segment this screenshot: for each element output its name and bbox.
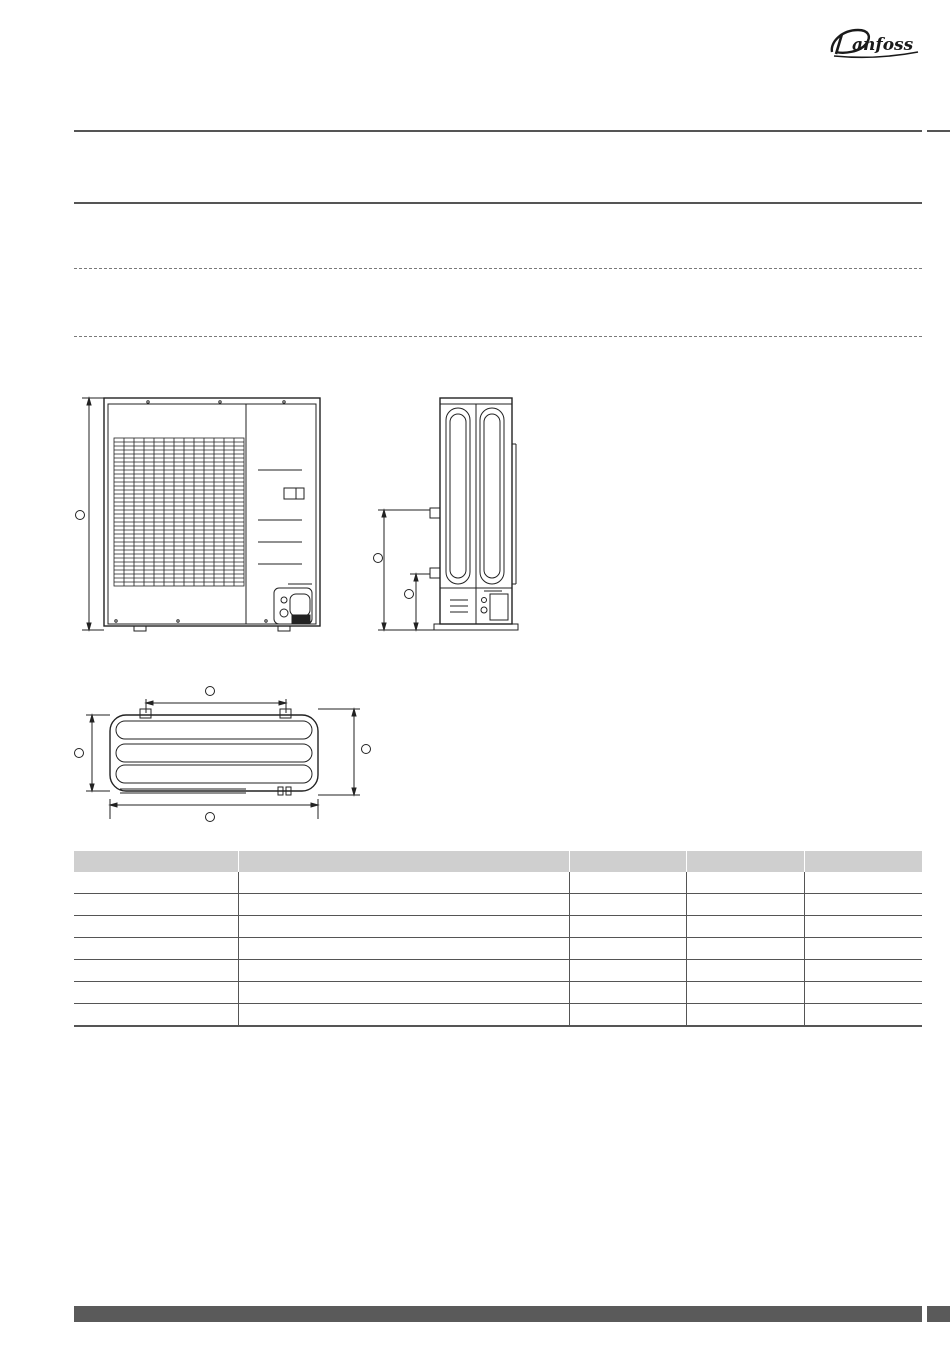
footer-page-tab: [927, 1306, 950, 1322]
table-cell: [74, 916, 238, 938]
table-header-row: [74, 851, 922, 872]
table-header-cell: [74, 851, 238, 872]
table-cell: [686, 1004, 804, 1027]
side-tab-top: [927, 130, 950, 132]
table-cell: [804, 894, 922, 916]
table-row: [74, 894, 922, 916]
table-cell: [569, 960, 686, 982]
table-cell: [804, 938, 922, 960]
danfoss-logo: [828, 22, 922, 62]
side-view-drawing: [366, 392, 526, 637]
table-cell: [569, 894, 686, 916]
table-row: [74, 982, 922, 1004]
table-cell: [74, 872, 238, 894]
section-rule-dashed-2: [74, 336, 922, 337]
table-cell: [238, 960, 569, 982]
table-cell: [238, 894, 569, 916]
top-view-drawing: [70, 683, 380, 825]
table-header-cell: [804, 851, 922, 872]
section-rule-dashed-1: [74, 268, 922, 269]
table-cell: [569, 982, 686, 1004]
table-cell: [804, 872, 922, 894]
table-cell: [686, 982, 804, 1004]
table-cell: [74, 960, 238, 982]
table-cell: [804, 1004, 922, 1027]
table-cell: [569, 872, 686, 894]
header-rule-top: [74, 130, 922, 132]
table-cell: [74, 938, 238, 960]
table-cell: [74, 1004, 238, 1027]
table-header-cell: [238, 851, 569, 872]
table-cell: [238, 938, 569, 960]
table-cell: [238, 982, 569, 1004]
table-row: [74, 1004, 922, 1027]
table-cell: [238, 916, 569, 938]
table-cell: [686, 872, 804, 894]
table-cell: [804, 982, 922, 1004]
front-view-drawing: [74, 392, 334, 637]
table-cell: [686, 916, 804, 938]
table-cell: [569, 938, 686, 960]
table-cell: [74, 894, 238, 916]
table-cell: [804, 916, 922, 938]
table-cell: [238, 872, 569, 894]
table-row: [74, 872, 922, 894]
table-cell: [686, 938, 804, 960]
footer-bar: [74, 1306, 922, 1322]
header-rule-bottom: [74, 202, 922, 204]
table-cell: [804, 960, 922, 982]
table-row: [74, 960, 922, 982]
table-row: [74, 916, 922, 938]
spec-table: [74, 851, 922, 1027]
table-header-cell: [569, 851, 686, 872]
table-cell: [238, 1004, 569, 1027]
table-cell: [74, 982, 238, 1004]
table-cell: [686, 960, 804, 982]
table-cell: [686, 894, 804, 916]
table-cell: [569, 916, 686, 938]
table-cell: [569, 1004, 686, 1027]
table-row: [74, 938, 922, 960]
table-header-cell: [686, 851, 804, 872]
svg-text:anfoss: anfoss: [852, 35, 914, 55]
